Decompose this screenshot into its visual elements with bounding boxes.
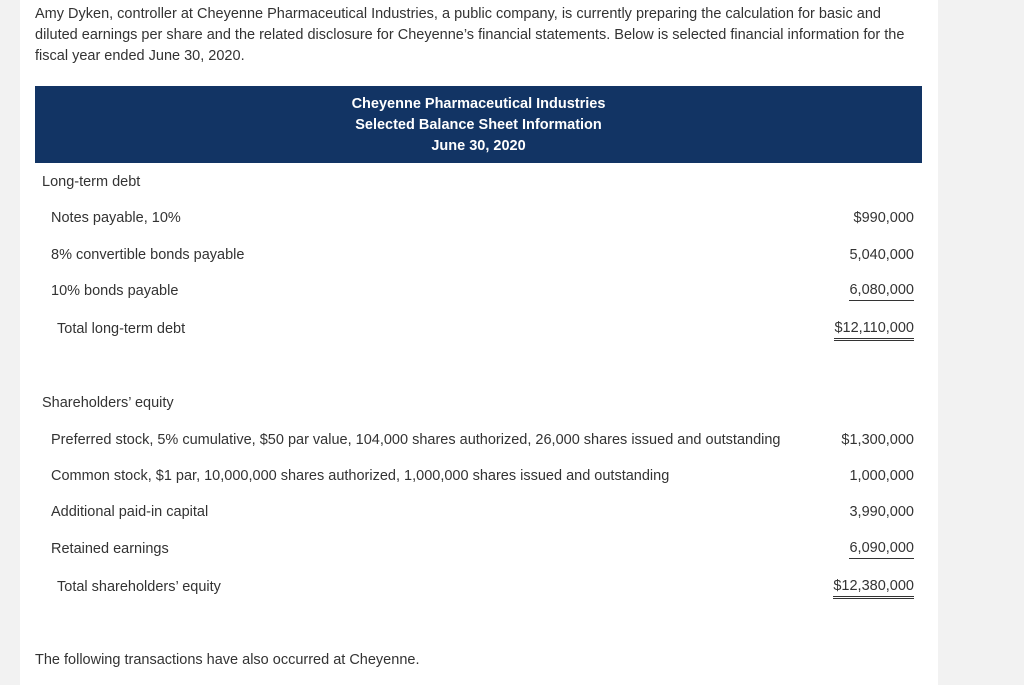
total-amount: $12,110,000 <box>834 318 914 341</box>
table-row <box>35 429 914 451</box>
table-row <box>35 207 914 229</box>
debt-heading-row <box>35 171 914 193</box>
line-item-label: 10% bonds payable <box>51 283 179 299</box>
line-item-label: Common stock, $1 par, 10,000,000 shares authorized, 1,000,000 shares issued and outstanding <box>51 468 670 484</box>
table-row <box>35 465 914 487</box>
content-page <box>20 0 938 685</box>
line-item-amount: $1,300,000 <box>841 432 914 448</box>
total-row <box>35 576 914 598</box>
line-item-amount: 5,040,000 <box>849 247 914 263</box>
debt-heading: Long-term debt <box>42 174 141 190</box>
line-item-label: Retained earnings <box>51 541 169 557</box>
line-item-label: Notes payable, 10% <box>51 210 181 226</box>
equity-heading-row <box>35 392 914 414</box>
line-item-amount: 6,080,000 <box>849 280 914 301</box>
line-item-label: Additional paid-in capital <box>51 504 209 520</box>
footer-text: The following transactions have also occurred at Cheyenne. <box>35 652 420 668</box>
statement-header <box>35 86 922 163</box>
statement-date: June 30, 2020 <box>431 138 526 154</box>
total-amount: $12,380,000 <box>833 576 914 599</box>
line-item-amount: 1,000,000 <box>849 468 914 484</box>
line-item-label: Preferred stock, 5% cumulative, $50 par value, 104,000 shares authorized, 26,000 shares issued and outstanding <box>51 432 781 448</box>
line-item-amount: 3,990,000 <box>849 504 914 520</box>
table-row <box>35 538 914 560</box>
table-row <box>35 244 914 266</box>
total-label: Total shareholders’ equity <box>57 579 221 595</box>
line-item-amount: $990,000 <box>853 210 914 226</box>
total-label: Total long-term debt <box>57 321 186 337</box>
table-row <box>35 280 914 302</box>
table-row <box>35 501 914 523</box>
statement-title: Selected Balance Sheet Information <box>355 117 602 133</box>
equity-heading: Shareholders’ equity <box>42 395 174 411</box>
total-row <box>35 318 914 340</box>
company-name: Cheyenne Pharmaceutical Industries <box>351 96 606 112</box>
line-item-label: 8% convertible bonds payable <box>51 247 245 263</box>
intro-paragraph: Amy Dyken, controller at Cheyenne Pharmaceutical Industries, a public company, is currently preparing the calculation for basic and diluted earnings per share and the related disclosure for Cheyenne’s financial statements. Below is selected financial information for the fiscal year ended June 30, 2020. <box>35 6 905 64</box>
line-item-amount: 6,090,000 <box>849 538 914 559</box>
